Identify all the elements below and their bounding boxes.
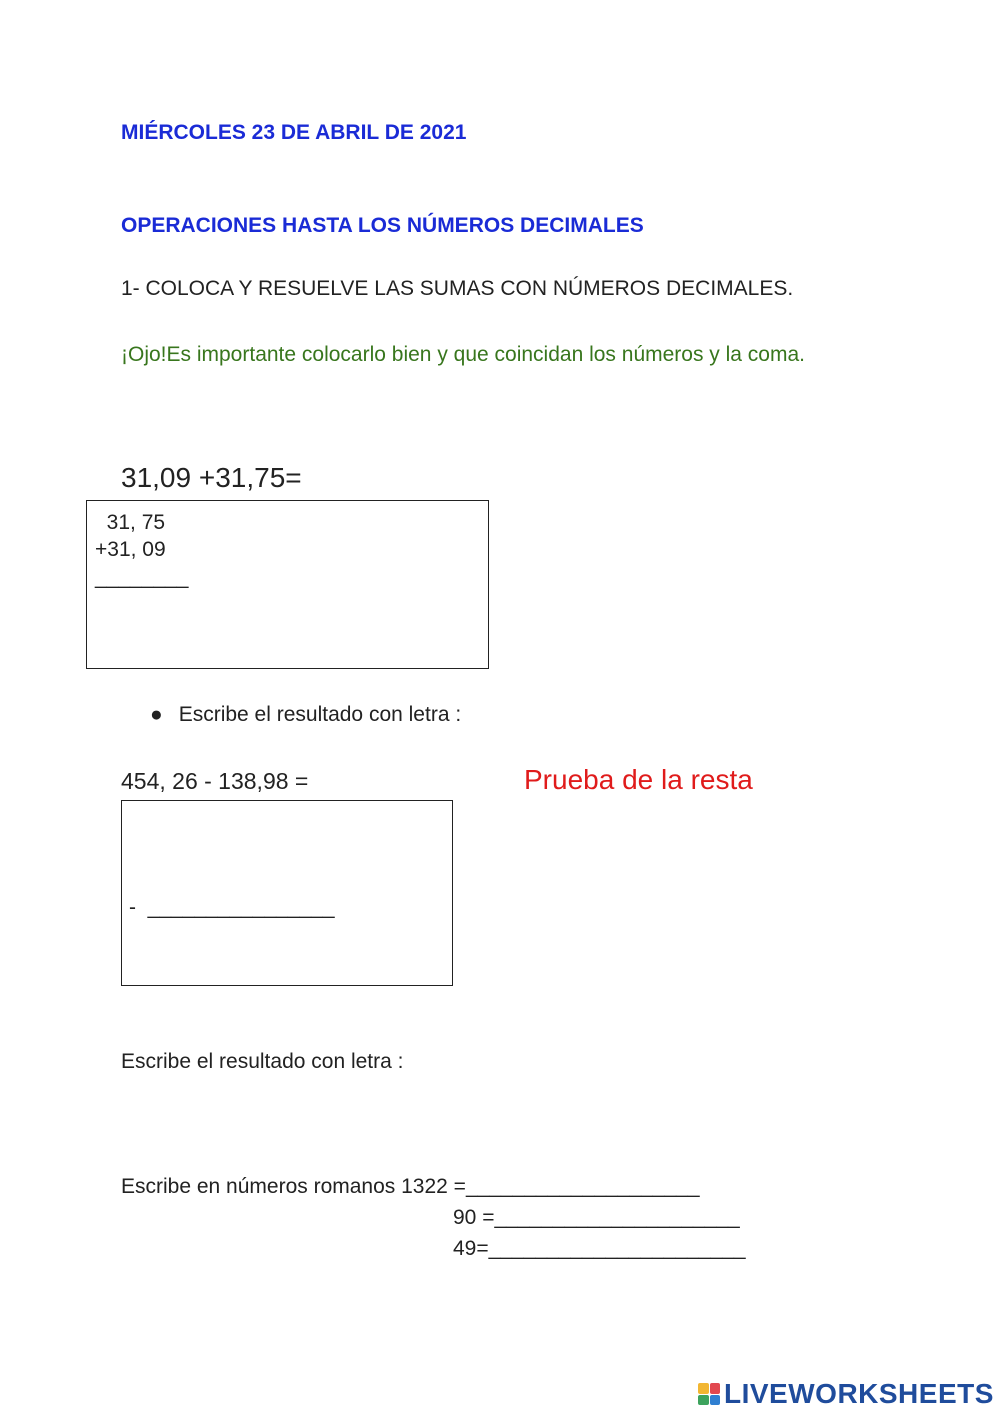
roman-line-2[interactable]: 90 =_____________________ xyxy=(453,1206,740,1229)
roman-line-1[interactable]: Escribe en números romanos 1322 =____________________ xyxy=(121,1175,700,1198)
logo-icon xyxy=(698,1383,720,1405)
sum-line: ________ xyxy=(95,566,189,589)
page-date: MIÉRCOLES 23 DE ABRIL DE 2021 xyxy=(121,121,467,144)
logo-text: LIVEWORKSHEETS xyxy=(724,1378,994,1409)
liveworksheets-logo xyxy=(698,1378,994,1410)
logo-square-4 xyxy=(710,1395,721,1406)
addend-2: +31, 09 xyxy=(95,538,166,561)
proof-label: Prueba de la resta xyxy=(524,764,753,795)
roman-line-3[interactable]: 49=______________________ xyxy=(453,1237,746,1260)
exercise2-write-prompt: Escribe el resultado con letra : xyxy=(121,1050,404,1073)
page-title: OPERACIONES HASTA LOS NÚMEROS DECIMALES xyxy=(121,214,644,237)
exercise1-answer-box[interactable] xyxy=(86,500,489,669)
bullet-icon: ● xyxy=(150,703,163,726)
exercise2-operation: 454, 26 - 138,98 = xyxy=(121,768,309,794)
logo-square-2 xyxy=(710,1383,721,1394)
exercise1-operation: 31,09 +31,75= xyxy=(121,462,302,493)
logo-square-1 xyxy=(698,1383,709,1394)
exercise2-answer-box[interactable] xyxy=(121,800,453,986)
exercise1-instruction: 1- COLOCA Y RESUELVE LAS SUMAS CON NÚMEROS DECIMALES. xyxy=(121,277,794,300)
exercise1-write-prompt xyxy=(150,703,461,727)
write-prompt-text: Escribe el resultado con letra : xyxy=(178,703,462,726)
logo-square-3 xyxy=(698,1395,709,1406)
exercise1-note: ¡Ojo!Es importante colocarlo bien y que coincidan los números y la coma. xyxy=(121,343,805,366)
subtraction-line: - ________________ xyxy=(129,896,335,919)
addend-1: 31, 75 xyxy=(95,511,166,534)
